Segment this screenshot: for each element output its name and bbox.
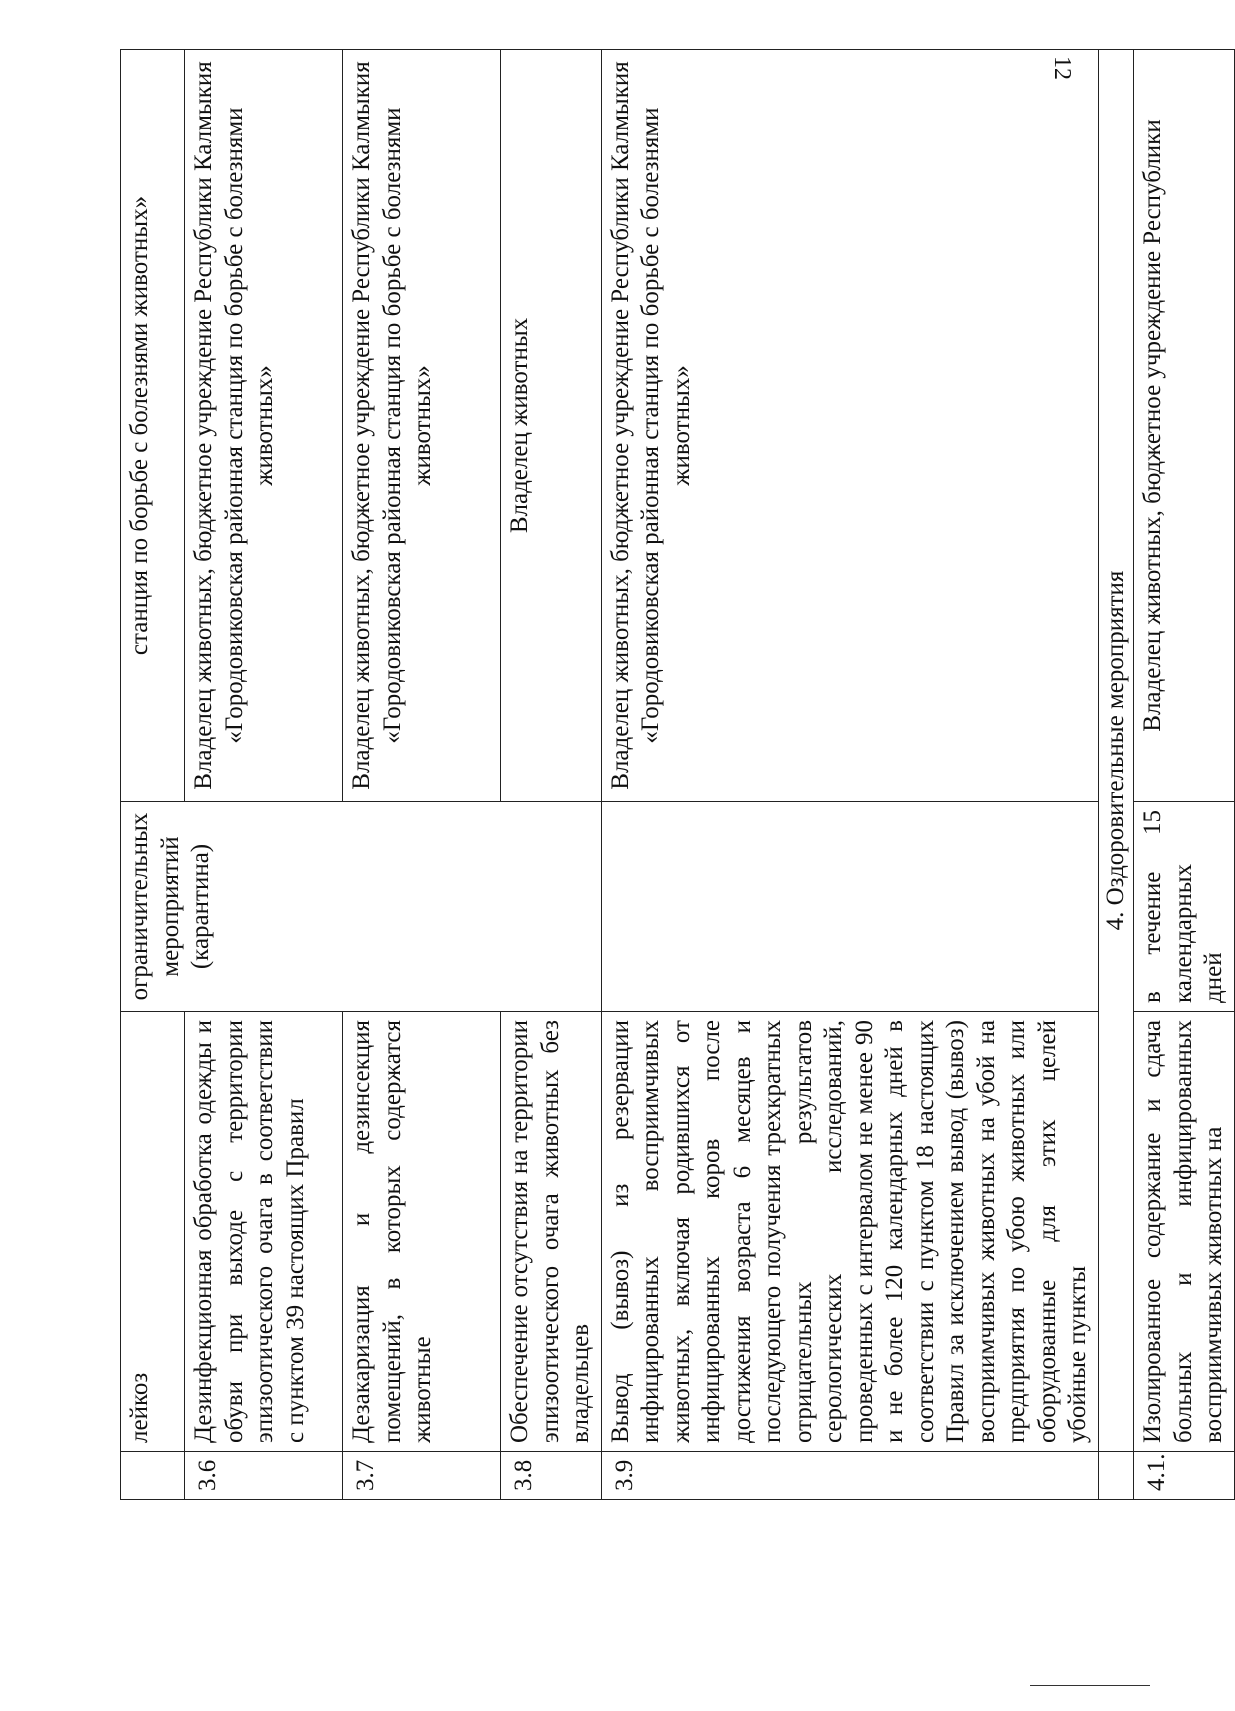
measure-term: ограничительных мероприятий (карантина)	[121, 802, 602, 1012]
table-row	[185, 50, 343, 1500]
table-row	[601, 50, 1098, 1500]
section-row	[1098, 50, 1134, 1500]
row-number: 3.9	[601, 1452, 1098, 1500]
measure-text: Обеспечение отсутствия на территории эпизоотического очага животных без владельцев	[501, 1012, 602, 1452]
row-number: 3.7	[343, 1452, 501, 1500]
measure-responsible: станция по борьбе с болезнями животных»	[121, 50, 185, 802]
measure-text: Дезакаризация и дезинсекция помещений, в которых содержатся животные	[343, 1012, 501, 1452]
measure-responsible: Владелец животных, бюджетное учреждение Республики Калмыкия «Городовиковская районная станция по борьбе с болезнями животных»	[343, 50, 501, 802]
row-number: 4.1.	[1134, 1452, 1235, 1500]
row-number: 3.6	[185, 1452, 343, 1500]
table-row	[1134, 50, 1235, 1500]
row-number: 3.8	[501, 1452, 602, 1500]
section-number	[1098, 1452, 1134, 1500]
measure-responsible: Владелец животных, бюджетное учреждение Республики	[1134, 50, 1235, 802]
measure-responsible: Владелец животных, бюджетное учреждение Республики Калмыкия «Городовиковская районная станция по борьбе с болезнями животных»	[185, 50, 343, 802]
table-row	[121, 50, 185, 1500]
measure-responsible: Владелец животных, бюджетное учреждение Республики Калмыкия «Городовиковская районная станция по борьбе с болезнями животных»	[601, 50, 1098, 802]
measure-text: Изолированное содержание и сдача больных и инфицированных восприимчивых животных на	[1134, 1012, 1235, 1452]
row-number	[121, 1452, 185, 1500]
measure-responsible: Владелец животных	[501, 50, 602, 802]
table-row	[501, 50, 602, 1500]
measure-text: лейкоз	[121, 1012, 185, 1452]
rotated-page	[120, 50, 1227, 1500]
measures-table	[120, 49, 1235, 1500]
table-row	[343, 50, 501, 1500]
measure-term: в течение 15 календарных дней	[1134, 802, 1235, 1012]
measure-text: Вывод (вывоз) из резервации инфицированных восприимчивых животных, включая родившихся от инфицированных коров после достижения возраста 6 месяцев и последующего получения трехкратных отрицательных результатов серологических исследований, проведенных с интервалом не менее 90 и не более 120 календарных дней в соответствии с пунктом 18 настоящих Правил за исключением вывод (вывоз) восприимчивых животных на убой на предприятия по убою животных или оборудованные для этих целей убойные пункты	[601, 1012, 1098, 1452]
page-number: 12	[1049, 56, 1075, 80]
measure-text: Дезинфекционная обработка одежды и обуви при выходе с территории эпизоотического очага в соответствии с пунктом 39 настоящих Правил	[185, 1012, 343, 1452]
section-title: 4. Оздоровительные мероприятия	[1098, 50, 1134, 1452]
divider	[1030, 1685, 1150, 1686]
measure-term	[601, 802, 1098, 1012]
